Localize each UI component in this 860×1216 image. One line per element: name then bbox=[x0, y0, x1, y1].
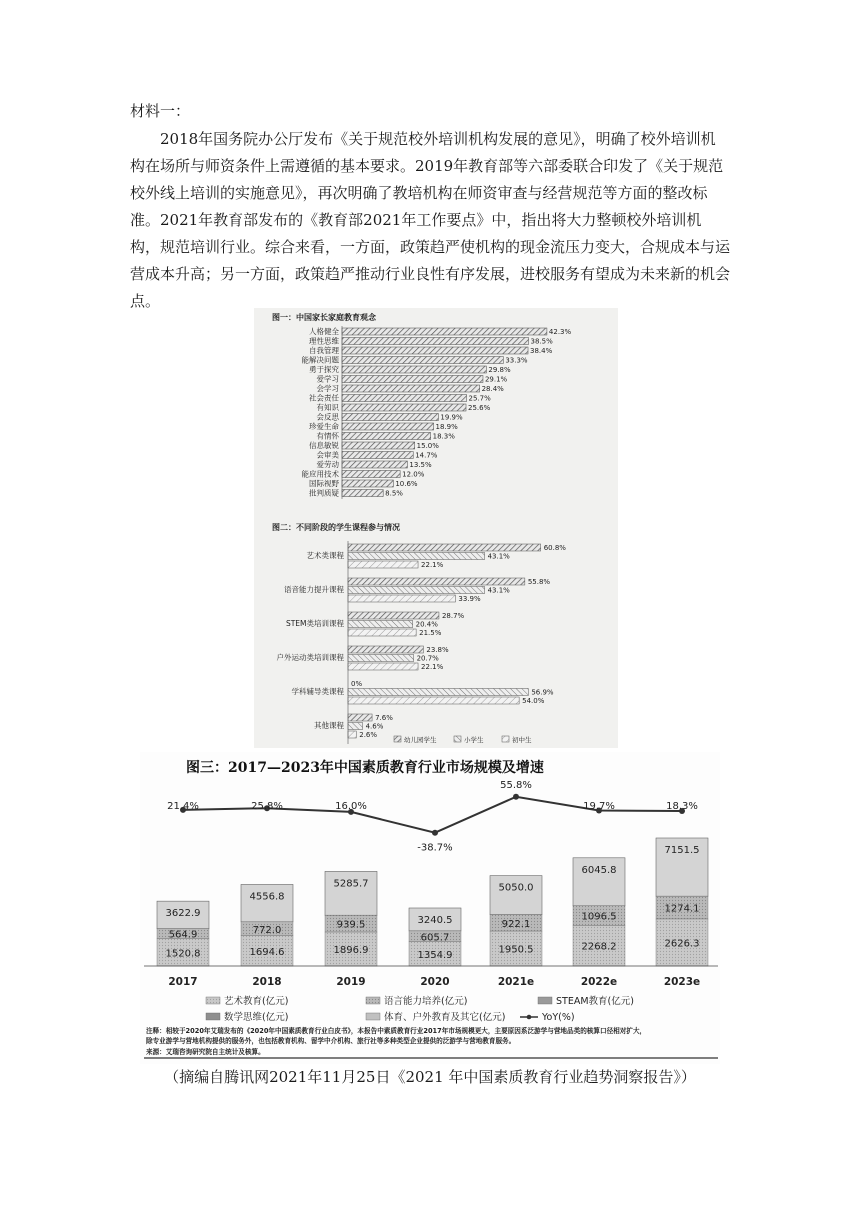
fig3-yoy-label: 18.3% bbox=[666, 801, 698, 812]
fig2-value-label: 20.7% bbox=[416, 654, 439, 663]
fig3-legend-label: 体育、户外教育及其它(亿元) bbox=[384, 1012, 506, 1023]
fig3-x-tick-label: 2021e bbox=[497, 976, 535, 988]
fig1-category-label: 爱劳动 bbox=[316, 460, 339, 469]
fig1-bar bbox=[342, 376, 483, 383]
fig2-value-label: 22.1% bbox=[421, 561, 444, 569]
fig1-category-label: 社会责任 bbox=[309, 393, 339, 403]
fig1-bar bbox=[342, 433, 431, 440]
fig2-value-label: 2.6% bbox=[359, 731, 378, 739]
fig3-total-label: 3622.9 bbox=[165, 908, 201, 920]
fig1-category-label: 批判质疑 bbox=[309, 488, 339, 498]
fig2-value-label: 21.5% bbox=[419, 629, 442, 637]
fig3-legend-label: STEAM教育(亿元) bbox=[556, 996, 634, 1007]
fig1-value-label: 38.4% bbox=[530, 347, 553, 355]
fig3-lang-label: 772.0 bbox=[252, 924, 282, 936]
fig1-value-label: 10.6% bbox=[395, 480, 418, 488]
fig1-value-label: 29.8% bbox=[488, 366, 511, 374]
fig2-bar bbox=[348, 595, 455, 602]
fig1-value-label: 42.3% bbox=[548, 328, 572, 336]
fig3-legend-label: 数学思维(亿元) bbox=[224, 1012, 289, 1023]
figure-1-2 bbox=[254, 308, 618, 748]
fig3-legend-swatch bbox=[366, 1013, 380, 1020]
fig1-value-label: 25.7% bbox=[468, 394, 491, 403]
fig2-bar bbox=[348, 612, 439, 619]
fig1-bar bbox=[342, 404, 466, 411]
fig1-category-label: 珍爱生命 bbox=[309, 422, 339, 431]
fig3-yoy-label: 16.0% bbox=[335, 801, 367, 812]
fig2-legend-swatch bbox=[454, 736, 461, 742]
fig1-bar bbox=[342, 347, 528, 354]
fig1-value-label: 18.3% bbox=[432, 432, 455, 441]
fig1-category-label: 勇于探究 bbox=[309, 365, 339, 374]
fig3-yoy-label: 19.7% bbox=[583, 801, 615, 812]
fig2-bar bbox=[348, 621, 413, 628]
material-heading: 材料一： bbox=[130, 102, 191, 120]
fig3-legend-swatch bbox=[366, 997, 380, 1004]
fig3-title: 图三：2017—2023年中国素质教育行业市场规模及增速 bbox=[186, 760, 544, 776]
fig1-value-label: 13.5% bbox=[409, 461, 432, 469]
fig1-bar bbox=[342, 471, 400, 478]
fig2-value-label: 4.6% bbox=[365, 722, 384, 731]
fig3-total-label: 5050.0 bbox=[498, 882, 534, 894]
fig3-art-label: 1896.9 bbox=[333, 945, 369, 957]
fig1-category-label: 理性思维 bbox=[309, 336, 339, 346]
fig1-category-label: 信息敏锐 bbox=[309, 441, 339, 450]
fig2-legend-label: 幼儿园学生 bbox=[404, 736, 437, 744]
fig3-legend-label: 艺术教育(亿元) bbox=[224, 996, 289, 1007]
fig3-note-line: 注释：相较于2020年艾瑞发布的《2020年中国素质教育行业白皮书》，本报告中素质教育行业2017年市场规模更大，主要原因系泛游学与营地品类的核算口径相对扩大， bbox=[146, 1027, 647, 1035]
fig3-art-label: 2268.2 bbox=[581, 941, 617, 953]
fig1-category-label: 有情怀 bbox=[316, 431, 339, 441]
fig2-value-label: 7.6% bbox=[375, 714, 393, 722]
fig1-bar bbox=[342, 461, 407, 468]
fig3-art-label: 1354.9 bbox=[417, 949, 453, 961]
fig2-bar bbox=[348, 629, 416, 636]
fig2-legend-label: 初中生 bbox=[512, 736, 532, 744]
fig1-value-label: 38.5% bbox=[530, 337, 553, 346]
fig3-x-tick-label: 2019 bbox=[336, 976, 366, 988]
fig1-bar bbox=[342, 395, 467, 402]
fig2-value-label: 23.8% bbox=[426, 646, 449, 654]
fig2-category-label: 户外运动类培训课程 bbox=[276, 653, 344, 662]
fig1-value-label: 18.9% bbox=[435, 423, 458, 431]
fig3-total-label: 3240.5 bbox=[417, 915, 453, 927]
fig1-value-label: 12.0% bbox=[402, 470, 425, 479]
fig1-value-label: 19.9% bbox=[440, 413, 463, 422]
fig2-category-label: STEM类培训课程 bbox=[285, 619, 344, 628]
fig2-category-label: 语音能力提升课程 bbox=[284, 585, 344, 594]
fig1-value-label: 15.0% bbox=[416, 442, 439, 450]
fig3-yoy-label: 55.8% bbox=[500, 779, 532, 791]
fig3-legend-label: 语言能力培养(亿元) bbox=[384, 996, 468, 1007]
fig1-bar bbox=[342, 490, 383, 497]
fig2-legend-swatch bbox=[502, 736, 509, 742]
fig3-lang-label: 939.5 bbox=[336, 919, 366, 931]
fig3-legend-marker bbox=[527, 1015, 532, 1020]
fig3-yoy-point bbox=[432, 830, 438, 836]
fig3-art-label: 2626.3 bbox=[664, 938, 700, 950]
fig2-value-label: 60.8% bbox=[543, 544, 566, 552]
fig1-bar bbox=[342, 366, 486, 373]
fig1-title: 图一：中国家长家庭教育观念 bbox=[272, 313, 376, 322]
fig2-value-label: 0% bbox=[351, 680, 363, 688]
fig1-bar bbox=[342, 414, 438, 421]
fig1-bar bbox=[342, 442, 415, 449]
fig1-value-label: 14.7% bbox=[415, 451, 438, 460]
fig2-bar bbox=[348, 544, 541, 551]
fig2-value-label: 43.1% bbox=[487, 586, 510, 595]
fig2-category-label: 学科辅导类课程 bbox=[291, 687, 344, 696]
fig2-bar bbox=[348, 578, 525, 585]
fig2-title: 图二：不同阶段的学生课程参与情况 bbox=[272, 523, 400, 532]
fig3-x-tick-label: 2022e bbox=[580, 976, 618, 988]
source-caption: （摘编自腾讯网2021年11月25日《2021 年中国素质教育行业趋势洞察报告》） bbox=[164, 1068, 696, 1086]
fig1-category-label: 会反思 bbox=[316, 412, 339, 422]
fig1-bar bbox=[342, 328, 547, 335]
fig1-bar bbox=[342, 452, 413, 459]
fig1-value-label: 25.6% bbox=[468, 404, 491, 412]
fig3-legend-swatch bbox=[206, 997, 220, 1004]
fig3-note-line: 除专业游学与营地机构提供的服务外，也包括教育机构、留学中介机构、旅行社等多种类型企业提供的泛游学与营地教育服务。 bbox=[146, 1037, 516, 1045]
fig1-value-label: 28.4% bbox=[481, 385, 504, 393]
fig3-total-label: 4556.8 bbox=[249, 891, 285, 903]
fig3-art-label: 1520.8 bbox=[165, 948, 201, 960]
fig1-category-label: 有知识 bbox=[316, 403, 339, 412]
fig2-bar bbox=[348, 655, 414, 662]
fig3-lang-label: 605.7 bbox=[420, 932, 450, 944]
fig2-value-label: 54.0% bbox=[522, 697, 545, 705]
fig2-bar bbox=[348, 561, 418, 568]
fig3-total-label: 6045.8 bbox=[581, 864, 617, 876]
fig2-bar bbox=[348, 587, 485, 594]
fig2-value-label: 56.9% bbox=[531, 688, 554, 697]
figures-1-2-svg bbox=[254, 308, 618, 748]
fig1-category-label: 国际视野 bbox=[309, 479, 339, 488]
fig2-value-label: 20.4% bbox=[415, 620, 438, 629]
fig3-x-tick-label: 2023e bbox=[663, 976, 701, 988]
fig2-category-label: 艺术类课程 bbox=[306, 551, 344, 560]
fig3-lang-label: 1274.1 bbox=[664, 903, 700, 915]
fig3-bar-top-segment bbox=[490, 876, 542, 915]
fig2-bar bbox=[348, 731, 356, 738]
fig2-value-label: 28.7% bbox=[441, 612, 465, 620]
fig3-total-label: 7151.5 bbox=[664, 845, 700, 856]
fig1-bar bbox=[342, 338, 529, 345]
fig3-lang-label: 1096.5 bbox=[581, 911, 617, 923]
fig3-yoy-point bbox=[513, 794, 519, 800]
fig1-category-label: 会审美 bbox=[316, 450, 339, 460]
fig3-art-label: 1950.5 bbox=[498, 944, 534, 956]
fig3-yoy-label: 21.4% bbox=[167, 801, 199, 812]
fig2-value-label: 33.9% bbox=[458, 595, 481, 603]
fig2-value-label: 22.1% bbox=[421, 663, 444, 671]
fig1-category-label: 爱学习 bbox=[316, 374, 339, 384]
fig3-x-tick-label: 2018 bbox=[252, 976, 282, 988]
fig1-category-label: 人格健全 bbox=[309, 327, 339, 336]
fig3-legend-label: YoY(%) bbox=[542, 1012, 575, 1023]
fig2-bar bbox=[348, 553, 485, 560]
fig3-yoy-label: 25.8% bbox=[251, 801, 283, 812]
fig2-value-label: 43.1% bbox=[487, 552, 510, 561]
figure-3 bbox=[140, 752, 720, 1064]
fig3-lang-label: 564.9 bbox=[168, 929, 198, 941]
fig2-value-label: 55.8% bbox=[527, 578, 551, 586]
fig2-bar bbox=[348, 646, 423, 653]
fig1-category-label: 会学习 bbox=[316, 384, 339, 393]
fig3-art-label: 1694.6 bbox=[249, 946, 285, 958]
fig1-value-label: 8.5% bbox=[385, 489, 403, 498]
fig3-x-tick-label: 2020 bbox=[420, 976, 450, 988]
fig1-category-label: 能应用技术 bbox=[301, 469, 339, 479]
fig3-x-tick-label: 2017 bbox=[168, 976, 198, 988]
fig1-bar bbox=[342, 423, 434, 430]
fig2-bar bbox=[348, 723, 363, 730]
fig2-bar bbox=[348, 714, 372, 721]
fig3-lang-label: 922.1 bbox=[501, 918, 531, 930]
fig2-legend-swatch bbox=[394, 736, 401, 742]
fig3-legend-swatch bbox=[206, 1013, 220, 1020]
figure-3-svg bbox=[140, 752, 720, 1064]
fig2-category-label: 其他课程 bbox=[314, 721, 344, 730]
fig1-category-label: 自我管理 bbox=[309, 346, 339, 355]
fig2-legend-label: 小学生 bbox=[464, 736, 484, 744]
fig3-total-label: 5285.7 bbox=[333, 878, 369, 890]
fig2-bar bbox=[348, 697, 519, 704]
fig1-bar bbox=[342, 357, 503, 364]
fig1-value-label: 29.1% bbox=[484, 375, 508, 384]
paragraph-1: 2018年国务院办公厅发布《关于规范校外培训机构发展的意见》，明确了校外培训机构在场所与师资条件上需遵循的基本要求。2019年教育部等六部委联合印发了《关于规范校外线上培训的实施意见》，再次明确了教培机构在师资审查与经营规范等方面的整改标准。2021年教育部发布的《教育部2021年工作要点》中，指出将大力整顿校外培训机构，规范培训行业。综合来看，一方面，政策趋严使机构的现金流压力变大，合规成本与运营成本升高；另一方面，政策趋严推动行业良性有序发展，进校服务有望成为未来新的机会点。 bbox=[130, 130, 731, 310]
fig3-bar-top-segment bbox=[241, 884, 293, 921]
fig3-legend-swatch bbox=[538, 997, 552, 1004]
fig1-category-label: 能解决问题 bbox=[301, 355, 339, 365]
fig2-bar bbox=[348, 663, 418, 670]
fig3-source: 来源：艾瑞咨询研究院自主统计及核算。 bbox=[146, 1048, 265, 1056]
fig1-bar bbox=[342, 385, 480, 392]
fig1-bar bbox=[342, 480, 393, 487]
fig2-bar bbox=[348, 689, 528, 696]
fig3-yoy-label: -38.7% bbox=[417, 842, 453, 854]
fig1-value-label: 33.3% bbox=[505, 356, 528, 365]
